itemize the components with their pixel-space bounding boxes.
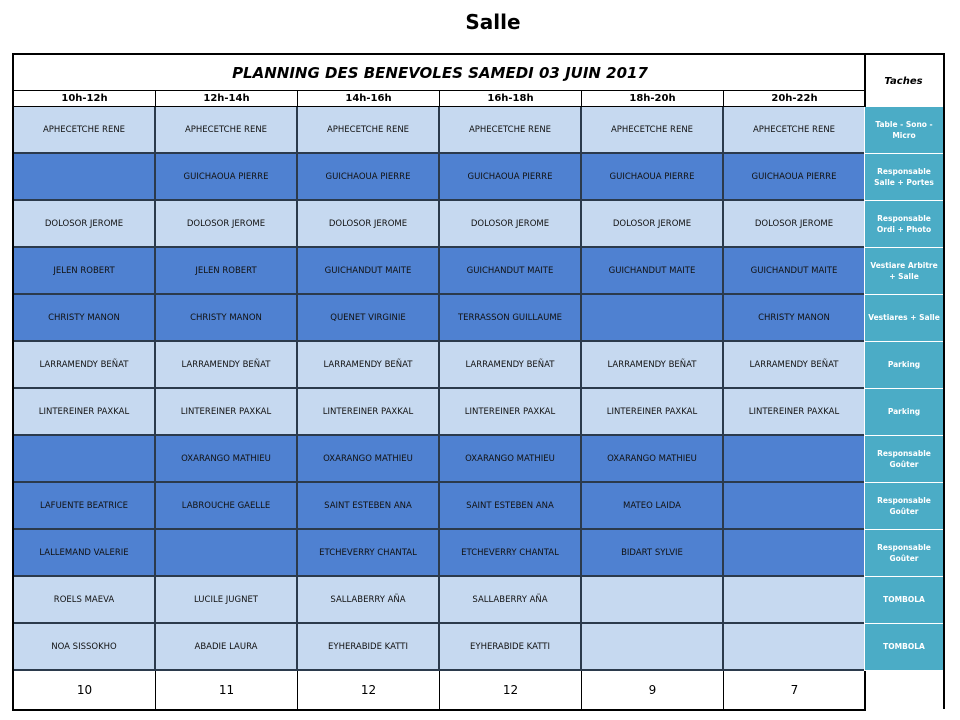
volunteer-cell: QUENET VIRGINIE: [298, 295, 440, 342]
volunteer-cell: LALLEMAND VALERIE: [14, 530, 156, 577]
volunteer-cell: ABADIE LAURA: [156, 624, 298, 671]
volunteer-cell: TERRASSON GUILLAUME: [440, 295, 582, 342]
volunteer-cell: [724, 624, 866, 671]
table-row: [14, 389, 866, 436]
volunteer-cell: LARRAMENDY BEÑAT: [724, 342, 866, 389]
volunteer-cell: [724, 436, 866, 483]
task-label: Responsable Goûter: [864, 436, 943, 483]
volunteer-cell: LINTEREINER PAXKAL: [156, 389, 298, 436]
volunteer-cell: LINTEREINER PAXKAL: [14, 389, 156, 436]
volunteer-cell: SAINT ESTEBEN ANA: [298, 483, 440, 530]
volunteer-cell: LABROUCHE GAELLE: [156, 483, 298, 530]
volunteer-cell: GUICHANDUT MAITE: [724, 248, 866, 295]
time-slot-header-row: [14, 91, 866, 107]
volunteer-cell: GUICHANDUT MAITE: [440, 248, 582, 295]
volunteer-cell: [582, 624, 724, 671]
volunteer-cell: SALLABERRY AÑA: [298, 577, 440, 624]
time-slot-header: 10h-12h: [14, 91, 156, 107]
volunteer-cell: OXARANGO MATHIEU: [582, 436, 724, 483]
total-cell: 9: [582, 671, 724, 709]
task-label: Vestiares + Salle: [864, 295, 943, 342]
volunteer-cell: DOLOSOR JEROME: [582, 201, 724, 248]
task-list: [864, 107, 943, 671]
table-row: [14, 577, 866, 624]
volunteer-cell: OXARANGO MATHIEU: [440, 436, 582, 483]
table-row: [14, 624, 866, 671]
volunteer-cell: LARRAMENDY BEÑAT: [582, 342, 724, 389]
table-row: [14, 107, 866, 154]
volunteer-cell: APHECETCHE RENE: [156, 107, 298, 154]
task-label: TOMBOLA: [864, 624, 943, 671]
page-title: Salle: [465, 10, 521, 34]
volunteer-cell: [724, 483, 866, 530]
volunteer-cell: NOA SISSOKHO: [14, 624, 156, 671]
time-slot-header: 20h-22h: [724, 91, 866, 107]
volunteer-cell: EYHERABIDE KATTI: [298, 624, 440, 671]
volunteer-cell: JELEN ROBERT: [156, 248, 298, 295]
volunteer-cell: LINTEREINER PAXKAL: [724, 389, 866, 436]
volunteer-cell: GUICHANDUT MAITE: [582, 248, 724, 295]
volunteer-cell: DOLOSOR JEROME: [440, 201, 582, 248]
volunteer-cell: LAFUENTE BEATRICE: [14, 483, 156, 530]
volunteer-cell: [582, 295, 724, 342]
totals-row: [14, 671, 866, 709]
volunteer-cell: EYHERABIDE KATTI: [440, 624, 582, 671]
volunteer-cell: APHECETCHE RENE: [14, 107, 156, 154]
volunteer-cell: [582, 577, 724, 624]
total-cell: 11: [156, 671, 298, 709]
time-slot-header: 14h-16h: [298, 91, 440, 107]
table-row: [14, 248, 866, 295]
table-row: [14, 295, 866, 342]
volunteer-cell: APHECETCHE RENE: [298, 107, 440, 154]
volunteer-cell: JELEN ROBERT: [14, 248, 156, 295]
task-label: Table - Sono - Micro: [864, 107, 943, 154]
volunteer-cell: CHRISTY MANON: [724, 295, 866, 342]
volunteer-cell: LINTEREINER PAXKAL: [440, 389, 582, 436]
volunteer-cell: LARRAMENDY BEÑAT: [14, 342, 156, 389]
volunteer-cell: [156, 530, 298, 577]
volunteer-cell: LARRAMENDY BEÑAT: [440, 342, 582, 389]
volunteer-cell: GUICHAOUA PIERRE: [582, 154, 724, 201]
volunteer-cell: LINTEREINER PAXKAL: [298, 389, 440, 436]
table-row: [14, 201, 866, 248]
task-label: Responsable Salle + Portes: [864, 154, 943, 201]
volunteer-cell: LINTEREINER PAXKAL: [582, 389, 724, 436]
volunteer-cell: [724, 577, 866, 624]
volunteer-grid: [14, 107, 866, 671]
table-row: [14, 342, 866, 389]
volunteer-cell: LARRAMENDY BEÑAT: [298, 342, 440, 389]
volunteer-cell: GUICHAOUA PIERRE: [298, 154, 440, 201]
volunteer-cell: GUICHANDUT MAITE: [298, 248, 440, 295]
volunteer-cell: SALLABERRY AÑA: [440, 577, 582, 624]
total-cell: 12: [440, 671, 582, 709]
planning-sheet: [12, 53, 944, 709]
volunteer-cell: DOLOSOR JEROME: [14, 201, 156, 248]
task-label: Responsable Ordi + Photo: [864, 201, 943, 248]
table-row: [14, 436, 866, 483]
volunteer-cell: GUICHAOUA PIERRE: [440, 154, 582, 201]
volunteer-cell: APHECETCHE RENE: [582, 107, 724, 154]
planning-table: [12, 53, 866, 711]
volunteer-cell: LUCILE JUGNET: [156, 577, 298, 624]
volunteer-cell: MATEO LAIDA: [582, 483, 724, 530]
volunteer-cell: LARRAMENDY BEÑAT: [156, 342, 298, 389]
volunteer-cell: CHRISTY MANON: [156, 295, 298, 342]
volunteer-cell: DOLOSOR JEROME: [156, 201, 298, 248]
total-cell: 12: [298, 671, 440, 709]
volunteer-cell: SAINT ESTEBEN ANA: [440, 483, 582, 530]
task-label: Vestiare Arbitre + Salle: [864, 248, 943, 295]
table-row: [14, 154, 866, 201]
volunteer-cell: ETCHEVERRY CHANTAL: [440, 530, 582, 577]
task-label: Responsable Goûter: [864, 530, 943, 577]
task-label: Responsable Goûter: [864, 483, 943, 530]
time-slot-header: 18h-20h: [582, 91, 724, 107]
time-slot-header: 16h-18h: [440, 91, 582, 107]
volunteer-cell: [14, 436, 156, 483]
table-row: [14, 530, 866, 577]
volunteer-cell: GUICHAOUA PIERRE: [156, 154, 298, 201]
total-cell: 7: [724, 671, 866, 709]
volunteer-cell: DOLOSOR JEROME: [298, 201, 440, 248]
volunteer-cell: CHRISTY MANON: [14, 295, 156, 342]
volunteer-cell: BIDART SYLVIE: [582, 530, 724, 577]
volunteer-cell: OXARANGO MATHIEU: [298, 436, 440, 483]
volunteer-cell: APHECETCHE RENE: [724, 107, 866, 154]
volunteer-cell: DOLOSOR JEROME: [724, 201, 866, 248]
volunteer-cell: [14, 154, 156, 201]
volunteer-cell: GUICHAOUA PIERRE: [724, 154, 866, 201]
total-cell: 10: [14, 671, 156, 709]
tasks-column: [864, 53, 945, 709]
volunteer-cell: OXARANGO MATHIEU: [156, 436, 298, 483]
planning-title: PLANNING DES BENEVOLES SAMEDI 03 JUIN 2017: [14, 55, 866, 91]
table-row: [14, 483, 866, 530]
volunteer-cell: APHECETCHE RENE: [440, 107, 582, 154]
volunteer-cell: ETCHEVERRY CHANTAL: [298, 530, 440, 577]
task-label: Parking: [864, 342, 943, 389]
volunteer-cell: [724, 530, 866, 577]
task-label: Parking: [864, 389, 943, 436]
task-label: TOMBOLA: [864, 577, 943, 624]
tasks-header: Taches: [884, 75, 923, 87]
time-slot-header: 12h-14h: [156, 91, 298, 107]
volunteer-cell: ROELS MAEVA: [14, 577, 156, 624]
